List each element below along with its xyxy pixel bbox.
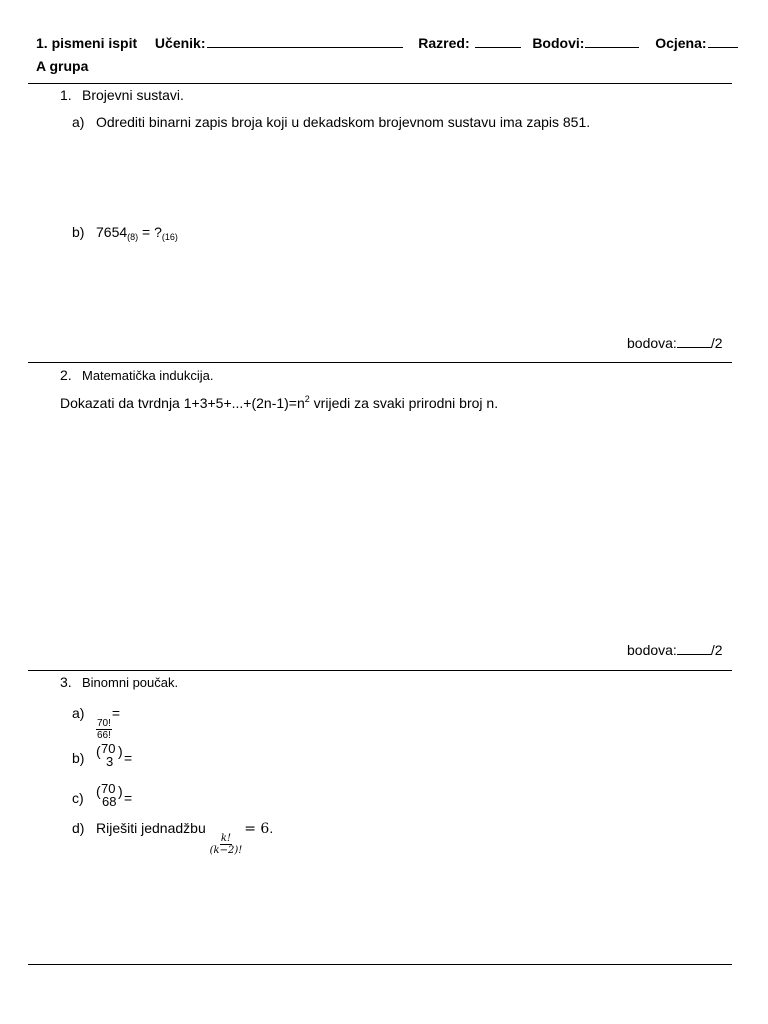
task1-b-mid: = ? [138, 224, 162, 240]
divider [28, 670, 732, 671]
task3-d-numerator: k! [220, 833, 231, 844]
task2-text [60, 394, 498, 411]
task3-number: 3. [60, 674, 72, 690]
task3-title: Binomni poučak. [82, 675, 179, 690]
header-line [36, 35, 738, 51]
task3-c-n: 70 [101, 781, 116, 796]
task3-a [72, 705, 120, 741]
task3-b-eq: = [124, 750, 133, 766]
task1-points-field[interactable] [677, 335, 711, 348]
task2-number: 2. [60, 367, 72, 383]
total-points-field[interactable] [585, 35, 639, 48]
task3-d-text: Riješiti jednadžbu [96, 820, 210, 836]
task3-a-denominator: 66! [97, 730, 111, 741]
task2-points-max: /2 [710, 642, 723, 658]
task1-a [72, 114, 590, 130]
task3-d-fraction [210, 833, 243, 856]
grade-label: Ocjena: [655, 35, 707, 51]
task3-b-k: 3 [106, 754, 114, 769]
class-label: Razred: [418, 35, 470, 51]
task1-points [627, 335, 723, 351]
task1-a-label: a) [72, 114, 85, 130]
class-field[interactable] [475, 35, 521, 48]
student-name-field[interactable] [207, 35, 403, 48]
task1-b-base-to: (16) [161, 232, 178, 242]
task3-b [72, 741, 132, 767]
task3-d-denominator: (k−2)! [209, 845, 243, 856]
grade-field[interactable] [708, 35, 738, 48]
group-label: A grupa [36, 58, 89, 74]
task3-a-label: a) [72, 705, 85, 721]
task3-d-label: d) [72, 820, 85, 836]
task1-points-label: bodova: [627, 335, 677, 351]
task2-points-label: bodova: [627, 642, 677, 658]
task3-heading [60, 674, 178, 690]
task3-c-k: 68 [102, 794, 117, 809]
task3-a-numerator: 70! [97, 718, 111, 729]
task1-a-text: Odrediti binarni zapis broja koji u dekadskom brojevnom sustavu ima zapis 851. [96, 114, 591, 130]
exam-title: 1. pismeni ispit [36, 35, 138, 51]
divider [28, 83, 732, 84]
task3-c [72, 781, 132, 807]
task2-text-sup: 2 [304, 394, 310, 404]
task1-number: 1. [60, 87, 72, 103]
task3-b-binomial: ( 70 3 ) [96, 741, 123, 769]
task2-text-after: vrijedi za svaki prirodni broj n. [309, 395, 499, 411]
task2-heading [60, 367, 214, 383]
task3-d [72, 820, 273, 856]
task3-c-label: c) [72, 790, 84, 806]
task3-a-eq: = [111, 705, 121, 721]
task3-c-eq: = [124, 790, 133, 806]
task2-text-before: Dokazati da tvrdnja 1+3+5+...+(2n-1)=n [60, 395, 305, 411]
task3-c-binomial: ( 70 68 ) [96, 781, 123, 809]
task2-title: Matematička indukcija. [82, 368, 214, 383]
task1-b-label: b) [72, 224, 85, 240]
task1-heading [60, 87, 184, 103]
student-label: Učenik: [154, 35, 206, 51]
task1-title: Brojevni sustavi. [82, 87, 184, 103]
task3-d-eq: = 6 [244, 821, 270, 837]
task1-b [72, 224, 178, 242]
total-points-label: Bodovi: [532, 35, 585, 51]
task3-a-fraction [96, 718, 112, 741]
task3-b-label: b) [72, 750, 85, 766]
task3-b-n: 70 [101, 741, 116, 756]
task3-d-end: . [269, 820, 274, 836]
task1-b-number: 7654 [96, 224, 128, 240]
task2-points-field[interactable] [677, 642, 711, 655]
divider [28, 362, 732, 363]
divider [28, 964, 732, 965]
task1-points-max: /2 [710, 335, 723, 351]
task2-points [627, 642, 723, 658]
task1-b-base-from: (8) [127, 232, 139, 242]
